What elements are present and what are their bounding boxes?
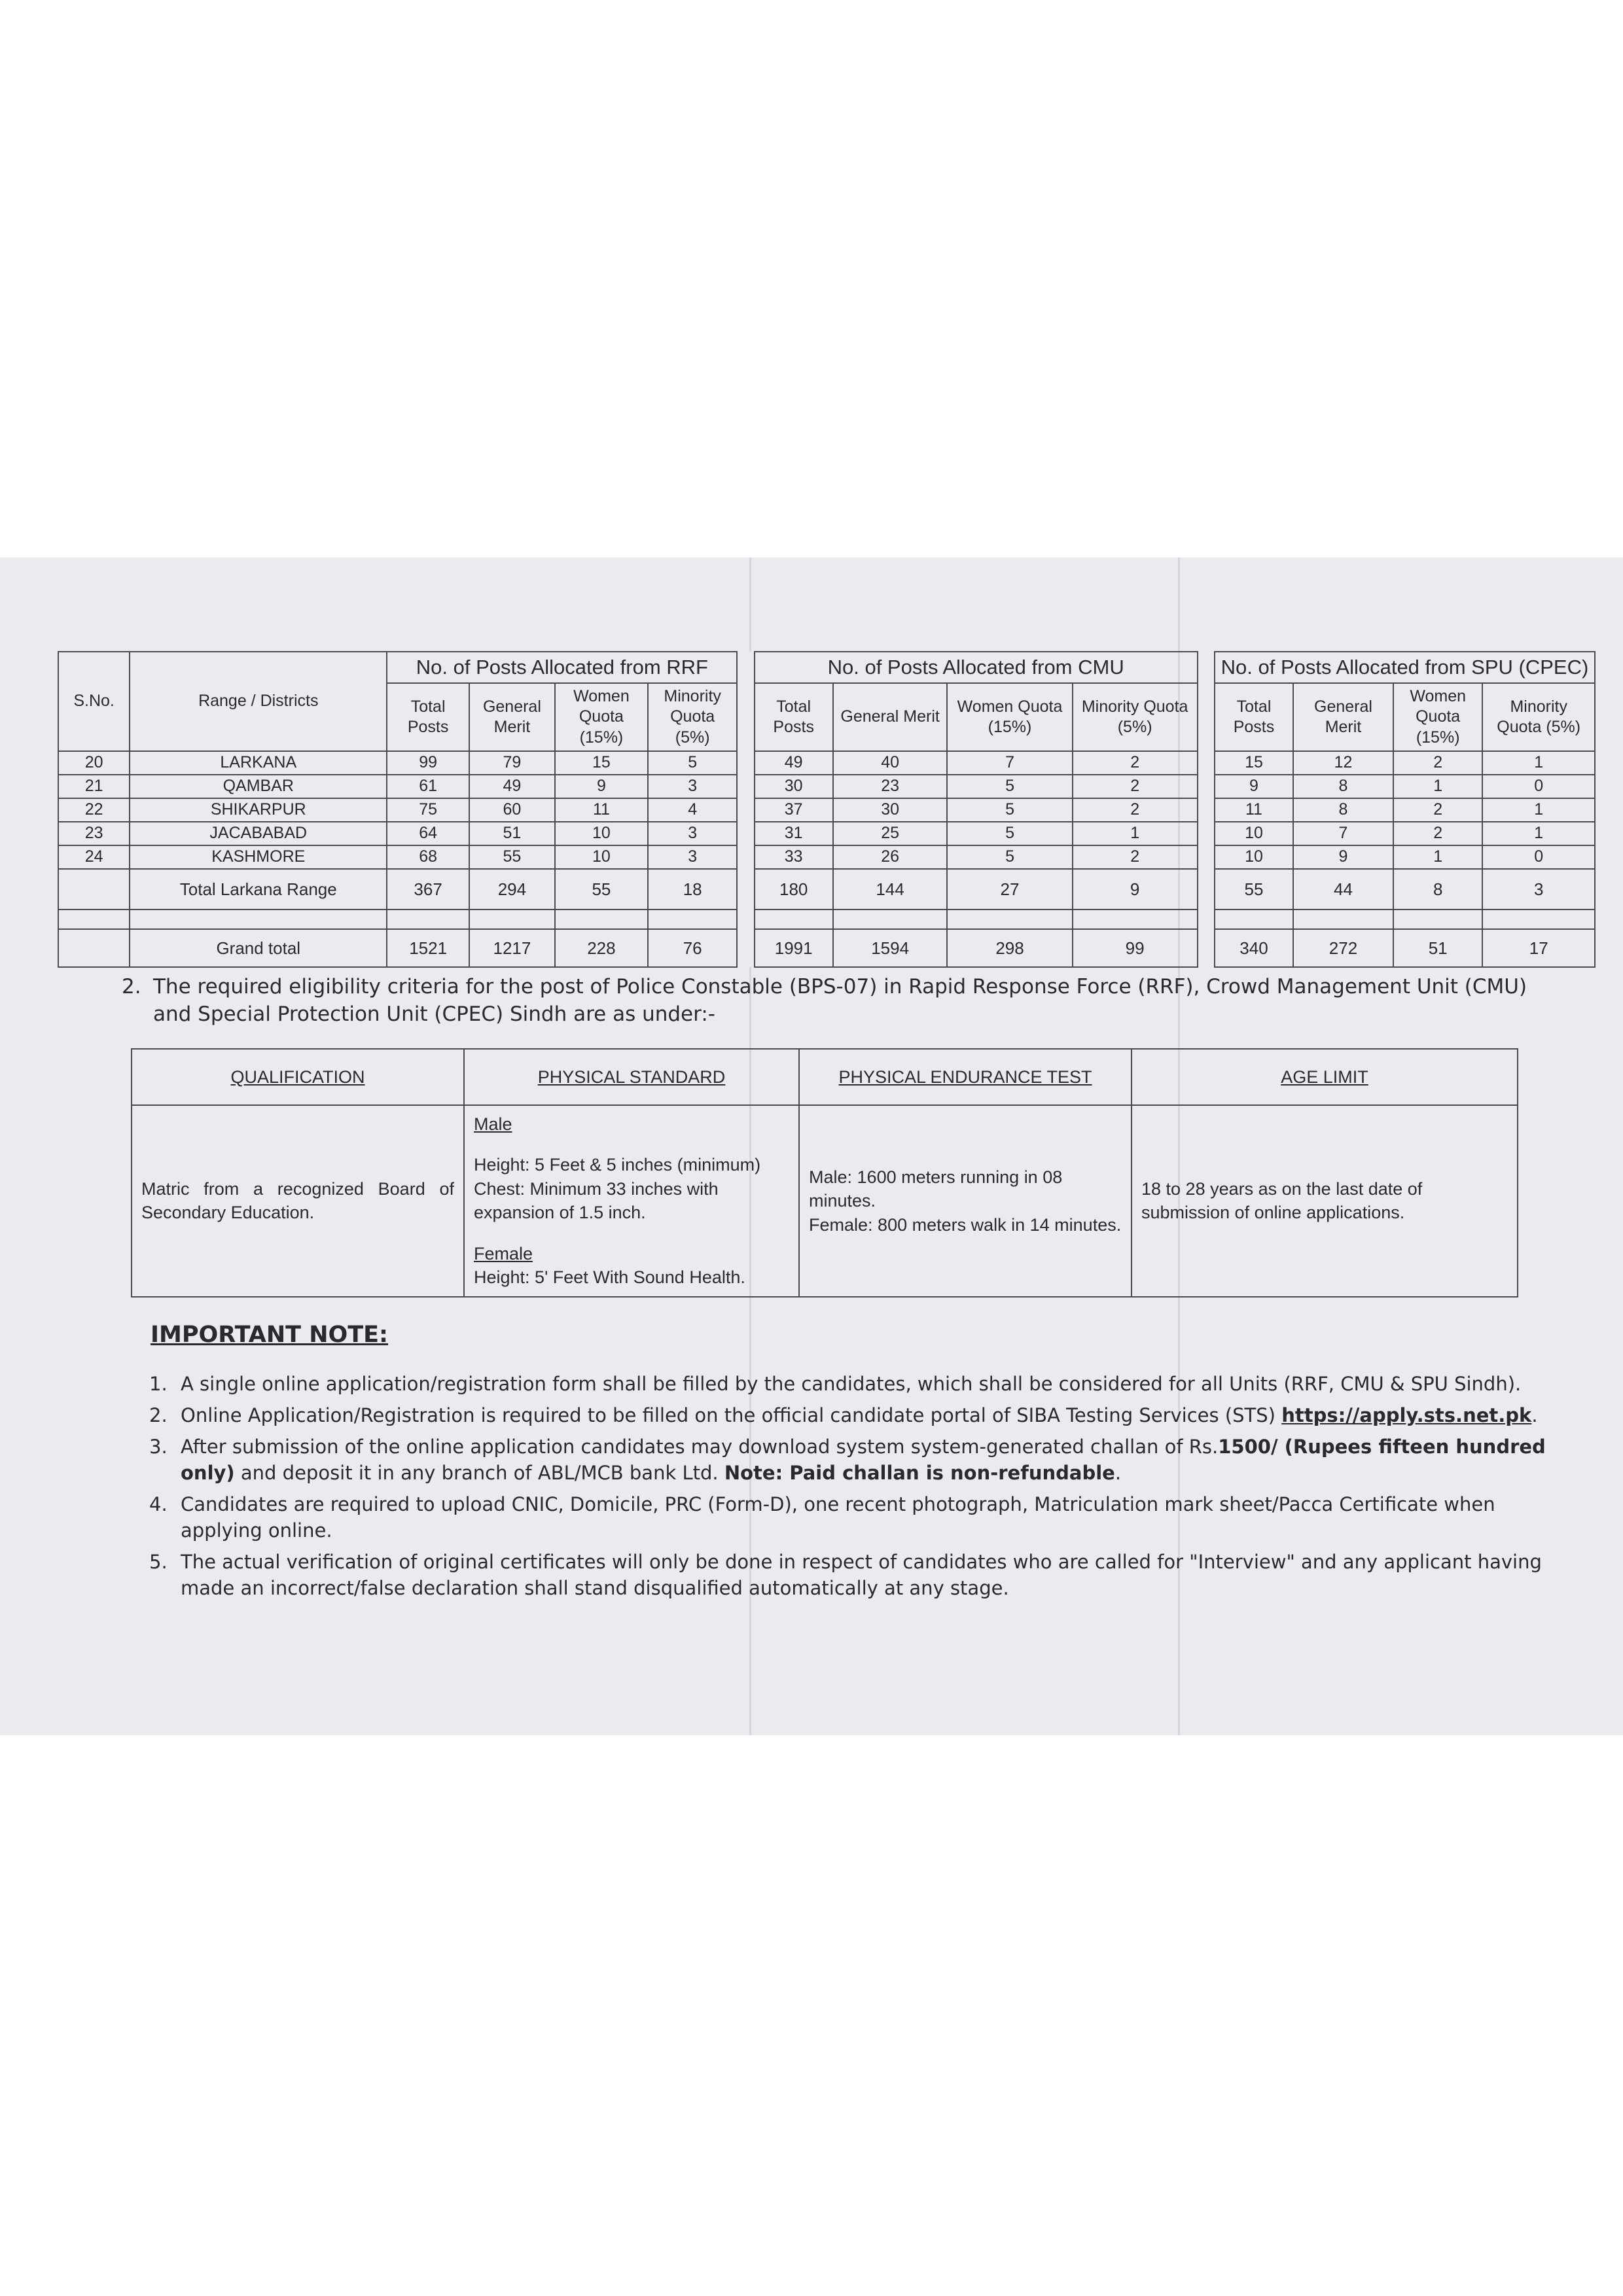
value-cell: 4 bbox=[648, 798, 738, 822]
value-cell: 64 bbox=[387, 822, 469, 845]
spu-minority-quota-header: Minority Quota (5%) bbox=[1482, 683, 1595, 751]
value-cell: 11 bbox=[555, 798, 648, 822]
column-gap bbox=[737, 845, 754, 869]
sno-cell bbox=[58, 869, 130, 910]
male-height bbox=[474, 1153, 789, 1176]
value-cell: 0 bbox=[1482, 845, 1595, 869]
female-height bbox=[474, 1265, 789, 1289]
rrf-minority-quota-header: Minority Quota (5%) bbox=[648, 683, 738, 751]
column-gap bbox=[737, 751, 754, 775]
value-cell: 3 bbox=[648, 845, 738, 869]
value-cell: 298 bbox=[947, 929, 1072, 967]
value-cell: 2 bbox=[1393, 798, 1483, 822]
value-cell: 8 bbox=[1293, 798, 1393, 822]
empty-cell bbox=[755, 910, 833, 929]
value-cell: 18 bbox=[648, 869, 738, 910]
age-limit-header: AGE LIMIT bbox=[1132, 1049, 1518, 1105]
value-cell: 30 bbox=[833, 798, 948, 822]
value-cell: 5 bbox=[947, 845, 1072, 869]
value-cell: 99 bbox=[1073, 929, 1198, 967]
value-cell: 5 bbox=[648, 751, 738, 775]
value-cell: 51 bbox=[1393, 929, 1483, 967]
group-header-row bbox=[58, 652, 1595, 683]
value-cell: 55 bbox=[469, 845, 555, 869]
value-cell: 2 bbox=[1073, 775, 1198, 798]
posts-allocation-table bbox=[58, 651, 1596, 968]
value-cell: 55 bbox=[1215, 869, 1293, 910]
value-cell: 1 bbox=[1393, 845, 1483, 869]
value-cell: 340 bbox=[1215, 929, 1293, 967]
value-cell: 23 bbox=[833, 775, 948, 798]
district-cell: SHIKARPUR bbox=[130, 798, 387, 822]
value-cell: 75 bbox=[387, 798, 469, 822]
spacer bbox=[474, 1225, 789, 1242]
item-text-mid: and deposit it in any branch of ABL/MCB bank Ltd. bbox=[234, 1462, 724, 1485]
item-text: Candidates are required to upload CNIC, Domicile, PRC (Form-D), one recent photograph, Matriculation mark sheet/Pacca Certificate when applying online. bbox=[181, 1493, 1495, 1542]
value-cell: 12 bbox=[1293, 751, 1393, 775]
empty-cell bbox=[1393, 910, 1483, 929]
blank-row bbox=[58, 910, 1595, 929]
spacer bbox=[474, 1136, 789, 1153]
item-number: 2. bbox=[149, 1404, 168, 1427]
list-item bbox=[149, 1434, 1569, 1486]
item-text: A single online application/registration form shall be filled by the candidates, which shall be considered for all Units (RRF, CMU & SPU Sindh). bbox=[181, 1373, 1522, 1395]
value-cell: 1 bbox=[1482, 798, 1595, 822]
value-cell: 31 bbox=[755, 822, 833, 845]
column-gap bbox=[1198, 910, 1215, 929]
chest-label: Chest bbox=[474, 1178, 520, 1199]
value-cell: 144 bbox=[833, 869, 948, 910]
qualification-cell: Matric from a recognized Board of Secondary Education. bbox=[132, 1105, 464, 1297]
table-row bbox=[58, 822, 1595, 845]
empty-cell bbox=[1293, 910, 1393, 929]
value-cell: 61 bbox=[387, 775, 469, 798]
item-number: 1. bbox=[149, 1373, 168, 1395]
district-cell: QAMBAR bbox=[130, 775, 387, 798]
value-cell: 1594 bbox=[833, 929, 948, 967]
sno-header: S.No. bbox=[58, 652, 130, 751]
value-cell: 68 bbox=[387, 845, 469, 869]
list-item bbox=[149, 1491, 1569, 1544]
district-cell: LARKANA bbox=[130, 751, 387, 775]
male-value: 1600 meters running in 08 minutes. bbox=[809, 1167, 1063, 1211]
value-cell: 1 bbox=[1073, 822, 1198, 845]
challan-amount: 1500/ (Rupees fifteen hundred only) bbox=[181, 1436, 1546, 1485]
sno-cell: 23 bbox=[58, 822, 130, 845]
eligibility-row bbox=[132, 1105, 1518, 1297]
item-text: The actual verification of original certificates will only be done in respect of candidates who are called for "Interview" and any applicant having made an incorrect/false declaration shall stand disqualified automatically at any stage. bbox=[181, 1551, 1542, 1600]
table-row bbox=[58, 751, 1595, 775]
paragraph-text: The required eligibility criteria for the post of Police Constable (BPS-07) in Rapid Response Force (RRF), Crowd Management Unit (CMU) and Special Protection Unit (CPEC) Sindh are as under:- bbox=[153, 975, 1527, 1026]
female-value: 800 meters walk in 14 minutes. bbox=[872, 1214, 1122, 1235]
district-cell: KASHMORE bbox=[130, 845, 387, 869]
rrf-women-quota-header: Women Quota (15%) bbox=[555, 683, 648, 751]
list-item bbox=[149, 1402, 1569, 1428]
value-cell: 33 bbox=[755, 845, 833, 869]
eligibility-table bbox=[131, 1048, 1518, 1298]
column-gap bbox=[737, 798, 754, 822]
value-cell: 44 bbox=[1293, 869, 1393, 910]
value-cell: 10 bbox=[1215, 822, 1293, 845]
value-cell: 1991 bbox=[755, 929, 833, 967]
empty-cell bbox=[1073, 910, 1198, 929]
value-cell: 228 bbox=[555, 929, 648, 967]
value-cell: 30 bbox=[755, 775, 833, 798]
value-cell: 11 bbox=[1215, 798, 1293, 822]
value-cell: 0 bbox=[1482, 775, 1595, 798]
column-gap bbox=[737, 822, 754, 845]
value-cell: 2 bbox=[1393, 751, 1483, 775]
value-cell: 76 bbox=[648, 929, 738, 967]
item-number: 3. bbox=[149, 1436, 168, 1458]
male-label: Male: bbox=[809, 1167, 853, 1187]
value-cell: 10 bbox=[555, 822, 648, 845]
female-label: Female: bbox=[809, 1214, 873, 1235]
column-gap bbox=[737, 775, 754, 798]
table-row bbox=[58, 845, 1595, 869]
cmu-minority-quota-header: Minority Quota (5%) bbox=[1073, 683, 1198, 751]
sno-cell: 24 bbox=[58, 845, 130, 869]
column-gap bbox=[737, 869, 754, 910]
height-label: Height bbox=[474, 1267, 526, 1288]
rrf-general-merit-header: General Merit bbox=[469, 683, 555, 751]
value-cell: 26 bbox=[833, 845, 948, 869]
spu-general-merit-header: General Merit bbox=[1293, 683, 1393, 751]
important-note-list bbox=[149, 1371, 1569, 1606]
age-limit-cell: 18 to 28 years as on the last date of submission of online applications. bbox=[1132, 1105, 1518, 1297]
eligibility-intro bbox=[123, 974, 1569, 1029]
value-cell: 1 bbox=[1482, 751, 1595, 775]
range-total-row bbox=[58, 869, 1595, 910]
empty-cell bbox=[648, 910, 738, 929]
value-cell: 1 bbox=[1393, 775, 1483, 798]
value-cell: 79 bbox=[469, 751, 555, 775]
spu-total-posts-header: Total Posts bbox=[1215, 683, 1293, 751]
cmu-women-quota-header: Women Quota (15%) bbox=[947, 683, 1072, 751]
empty-cell bbox=[387, 910, 469, 929]
male-endurance bbox=[809, 1165, 1122, 1213]
item-text-end: . bbox=[1115, 1462, 1122, 1485]
empty-cell bbox=[130, 910, 387, 929]
column-gap bbox=[737, 652, 754, 751]
cmu-general-merit-header: General Merit bbox=[833, 683, 948, 751]
value-cell: 2 bbox=[1073, 751, 1198, 775]
value-cell: 9 bbox=[1073, 869, 1198, 910]
sno-cell: 22 bbox=[58, 798, 130, 822]
important-note-heading: IMPORTANT NOTE: bbox=[151, 1322, 389, 1348]
value-cell: 367 bbox=[387, 869, 469, 910]
empty-cell bbox=[1482, 910, 1595, 929]
grand-total-row bbox=[58, 929, 1595, 967]
value-cell: 2 bbox=[1073, 798, 1198, 822]
value-cell: 2 bbox=[1393, 822, 1483, 845]
value-cell: 10 bbox=[1215, 845, 1293, 869]
value-cell: 49 bbox=[469, 775, 555, 798]
value-cell: 60 bbox=[469, 798, 555, 822]
empty-cell bbox=[833, 910, 948, 929]
value-cell: 49 bbox=[755, 751, 833, 775]
cmu-total-posts-header: Total Posts bbox=[755, 683, 833, 751]
grand-total-label: Grand total bbox=[130, 929, 387, 967]
male-chest bbox=[474, 1177, 789, 1225]
height-label: Height bbox=[474, 1155, 526, 1175]
district-header: Range / Districts bbox=[130, 652, 387, 751]
sno-cell: 21 bbox=[58, 775, 130, 798]
value-cell: 1217 bbox=[469, 929, 555, 967]
column-gap bbox=[1198, 822, 1215, 845]
value-cell: 9 bbox=[1293, 845, 1393, 869]
endurance-test-cell bbox=[799, 1105, 1132, 1297]
value-cell: 7 bbox=[947, 751, 1072, 775]
value-cell: 15 bbox=[555, 751, 648, 775]
value-cell: 51 bbox=[469, 822, 555, 845]
value-cell: 9 bbox=[1215, 775, 1293, 798]
value-cell: 99 bbox=[387, 751, 469, 775]
value-cell: 1521 bbox=[387, 929, 469, 967]
spu-group-header: No. of Posts Allocated from SPU (CPEC) bbox=[1215, 652, 1595, 683]
item-text: Online Application/Registration is required to be filled on the official candidate portal of SIBA Testing Services (STS) bbox=[181, 1404, 1282, 1427]
column-gap bbox=[737, 929, 754, 967]
chest-value: : Minimum 33 inches with expansion of 1.5 inch. bbox=[474, 1178, 719, 1223]
column-gap bbox=[1198, 775, 1215, 798]
column-gap bbox=[1198, 751, 1215, 775]
endurance-test-header: PHYSICAL ENDURANCE TEST bbox=[799, 1049, 1132, 1105]
column-gap bbox=[1198, 652, 1215, 751]
value-cell: 3 bbox=[1482, 869, 1595, 910]
column-gap bbox=[737, 910, 754, 929]
qualification-header: QUALIFICATION bbox=[132, 1049, 464, 1105]
value-cell: 180 bbox=[755, 869, 833, 910]
column-gap bbox=[1198, 929, 1215, 967]
height-value: : 5' Feet With Sound Health. bbox=[525, 1267, 745, 1288]
value-cell: 294 bbox=[469, 869, 555, 910]
item-number: 4. bbox=[149, 1493, 168, 1516]
empty-cell bbox=[1215, 910, 1293, 929]
empty-cell bbox=[58, 910, 130, 929]
rrf-group-header: No. of Posts Allocated from RRF bbox=[387, 652, 737, 683]
value-cell: 5 bbox=[947, 822, 1072, 845]
rrf-total-posts-header: Total Posts bbox=[387, 683, 469, 751]
value-cell: 3 bbox=[648, 822, 738, 845]
value-cell: 5 bbox=[947, 775, 1072, 798]
physical-standard-cell bbox=[464, 1105, 799, 1297]
non-refundable-note: Note: Paid challan is non-refundable bbox=[724, 1462, 1115, 1485]
male-heading: Male bbox=[474, 1114, 512, 1134]
value-cell: 8 bbox=[1293, 775, 1393, 798]
value-cell: 5 bbox=[947, 798, 1072, 822]
item-text-end: . bbox=[1531, 1404, 1538, 1427]
value-cell: 2 bbox=[1073, 845, 1198, 869]
sno-cell bbox=[58, 929, 130, 967]
value-cell: 9 bbox=[555, 775, 648, 798]
female-heading: Female bbox=[474, 1243, 533, 1263]
empty-cell bbox=[469, 910, 555, 929]
value-cell: 8 bbox=[1393, 869, 1483, 910]
value-cell: 1 bbox=[1482, 822, 1595, 845]
column-gap bbox=[1198, 869, 1215, 910]
value-cell: 25 bbox=[833, 822, 948, 845]
sno-cell: 20 bbox=[58, 751, 130, 775]
value-cell: 17 bbox=[1482, 929, 1595, 967]
height-value: : 5 Feet & 5 inches (minimum) bbox=[525, 1155, 761, 1175]
value-cell: 15 bbox=[1215, 751, 1293, 775]
value-cell: 55 bbox=[555, 869, 648, 910]
value-cell: 37 bbox=[755, 798, 833, 822]
physical-standard-header: PHYSICAL STANDARD bbox=[464, 1049, 799, 1105]
value-cell: 7 bbox=[1293, 822, 1393, 845]
range-total-label: Total Larkana Range bbox=[130, 869, 387, 910]
paragraph-number: 2. bbox=[122, 975, 141, 998]
value-cell: 272 bbox=[1293, 929, 1393, 967]
value-cell: 10 bbox=[555, 845, 648, 869]
item-text: After submission of the online application candidates may download system system-generated challan of Rs. bbox=[181, 1436, 1219, 1458]
value-cell: 27 bbox=[947, 869, 1072, 910]
value-cell: 3 bbox=[648, 775, 738, 798]
empty-cell bbox=[947, 910, 1072, 929]
cmu-group-header: No. of Posts Allocated from CMU bbox=[755, 652, 1198, 683]
list-item bbox=[149, 1371, 1569, 1397]
sts-portal-link[interactable]: https://apply.sts.net.pk bbox=[1281, 1404, 1532, 1427]
column-gap bbox=[1198, 845, 1215, 869]
female-endurance bbox=[809, 1213, 1122, 1237]
column-gap bbox=[1198, 798, 1215, 822]
table-row bbox=[58, 798, 1595, 822]
district-cell: JACABABAD bbox=[130, 822, 387, 845]
table-row bbox=[58, 775, 1595, 798]
empty-cell bbox=[555, 910, 648, 929]
item-number: 5. bbox=[149, 1551, 168, 1574]
value-cell: 40 bbox=[833, 751, 948, 775]
spu-women-quota-header: Women Quota (15%) bbox=[1393, 683, 1483, 751]
eligibility-header-row bbox=[132, 1049, 1518, 1105]
list-item bbox=[149, 1549, 1569, 1601]
